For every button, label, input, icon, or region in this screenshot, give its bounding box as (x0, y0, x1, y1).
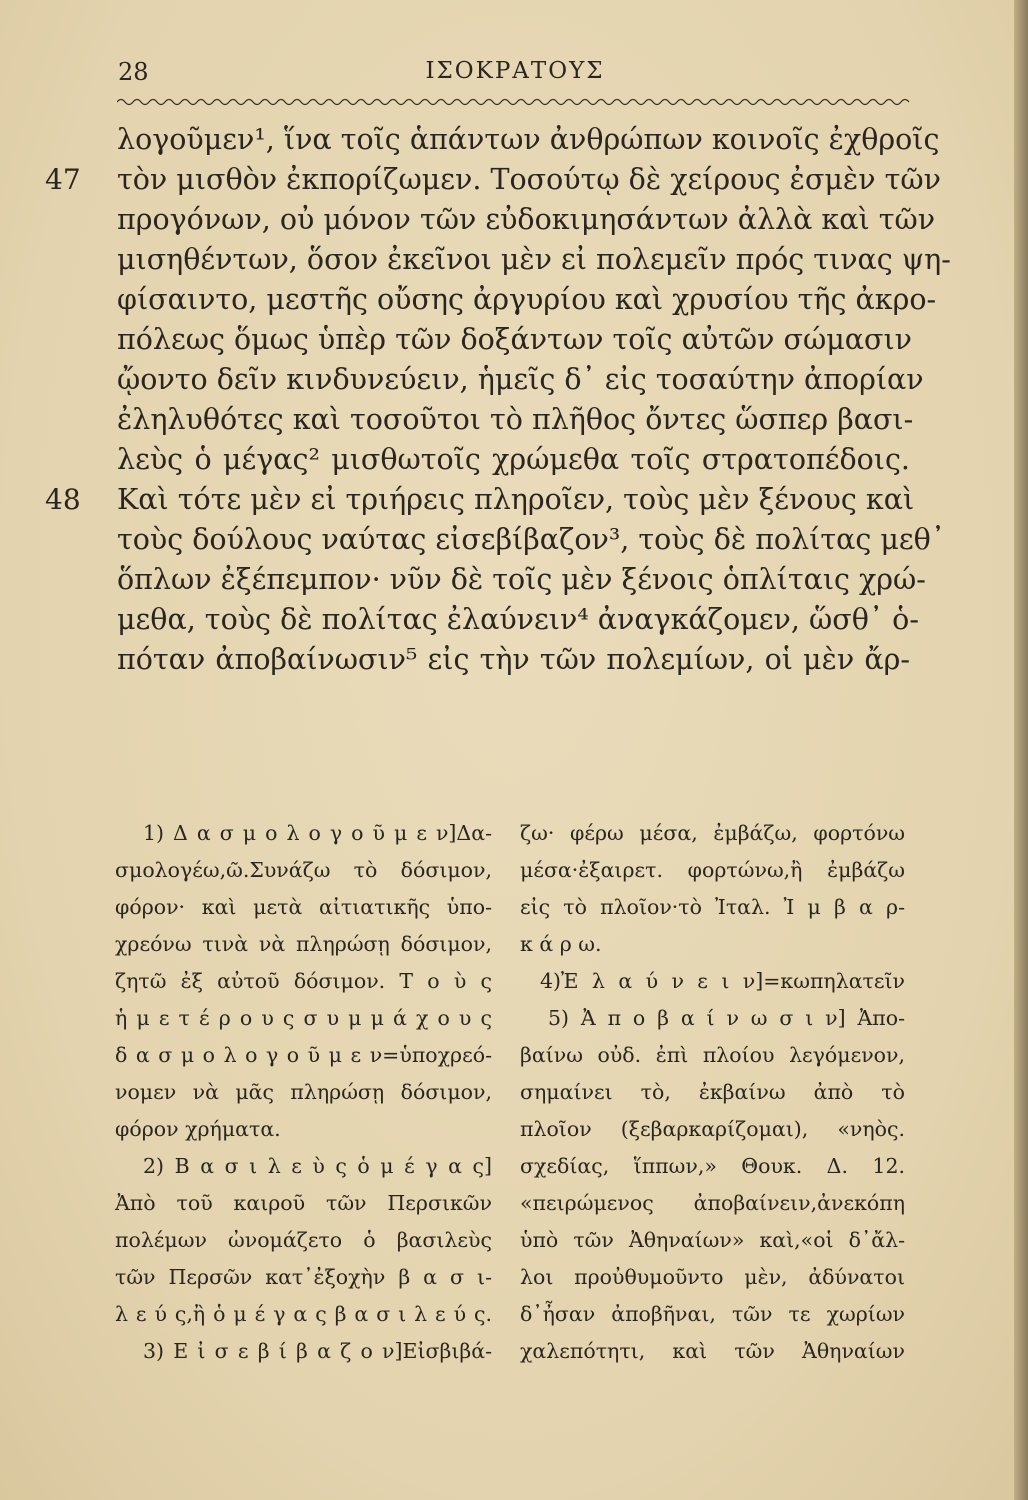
text-line: ᾤοντο δεῖν κινδυνεύειν, ἡμεῖς δ᾽ εἰς τοσαύτην ἀπορίαν (117, 363, 924, 396)
page-edge-shadow (1014, 0, 1028, 1500)
text-line: τοὺς δούλους ναύτας εἰσεβίβαζον³, τοὺς δὲ πολίτας μεθ᾽ (117, 523, 946, 556)
section-number: 47 (45, 163, 81, 196)
footnote-line: χρεόνω τινὰ νὰ πληρώσῃ δόσιμον, (115, 932, 492, 956)
footnote-line: Ἀπὸ τοῦ καιροῦ τῶν Περσικῶν (115, 1191, 492, 1215)
footnote-line: 1) Δ α σ μ ο λ ο γ ο ῦ μ ε ν]Δα- (143, 821, 492, 845)
footnote-line: 5) Ἀ π ο β α ί ν ω σ ι ν] Ἀπο- (548, 1006, 905, 1030)
page-header (115, 58, 915, 98)
footnote-line: εἰς τὸ πλοῖον·τὸ Ἰταλ. Ἰ μ β α ρ- (520, 895, 905, 919)
footnote-line: ἡ μ ε τ έ ρ ο υ ς σ υ μ μ ά χ ο υ ς (115, 1006, 492, 1030)
footnote-line: τῶν Περσῶν κατ᾽ἐξοχὴν β α σ ι- (115, 1265, 492, 1289)
footnote-line: ζητῶ ἐξ αὐτοῦ δόσιμον. Τ ο ὺ ς (115, 969, 492, 993)
footnote-line: πλοῖον (ξεβαρκαρίζομαι), «νηὸς. (520, 1117, 905, 1141)
footnote-line: χαλεπότητι, καὶ τῶν Ἀθηναίων (520, 1339, 905, 1363)
footnote-line: σημαίνει τὸ, ἐκβαίνω ἀπὸ τὸ (520, 1080, 905, 1104)
text-line: Καὶ τότε μὲν εἰ τριήρεις πληροῖεν, τοὺς μὲν ξένους καὶ (117, 483, 915, 516)
text-line: πόλεως ὅμως ὑπὲρ τῶν δοξάντων τοῖς αὐτῶν σώμασιν (117, 323, 912, 356)
footnote-line: 2) Β α σ ι λ ε ὺ ς ὁ μ έ γ α ς] (143, 1154, 492, 1178)
footnote-line: μέσα·ἐξαιρετ. φορτώνω,ἢ ἐμβάζω (520, 858, 905, 882)
footnote-line: φόρον· καὶ μετὰ αἰτιατικῆς ὑπο- (115, 895, 492, 919)
text-line: λογοῦμεν¹, ἵνα τοῖς ἁπάντων ἀνθρώπων κοινοῖς ἐχθροῖς (117, 123, 940, 156)
footnote-line: νομεν νὰ μᾶς πληρώσῃ δόσιμον, (115, 1080, 492, 1104)
footnote-line: βαίνω οὐδ. ἐπὶ πλοίου λεγόμενον, (520, 1043, 905, 1067)
footnote-line: ζω· φέρω μέσα, ἐμβάζω, φορτόνω (520, 821, 905, 845)
text-line: πόταν ἀποβαίνωσιν⁵ εἰς τὴν τῶν πολεμίων, οἱ μὲν ἄρ- (117, 643, 910, 676)
footnote-line: πολέμων ὠνομάζετο ὁ βασιλεὺς (115, 1228, 492, 1252)
footnote-line: δ α σ μ ο λ ο γ ο ῦ μ ε ν=ὑποχρεό- (115, 1043, 492, 1067)
footnote-line: λ ε ύ ς,ἢ ὁ μ έ γ α ς β α σ ι λ ε ύ ς. (115, 1302, 492, 1326)
text-line: μισηθέντων, ὅσον ἐκεῖνοι μὲν εἰ πολεμεῖν πρός τινας ψη- (117, 243, 951, 276)
footnote-line: λοι προὐθυμοῦντο μὲν, ἀδύνατοι (520, 1265, 905, 1289)
text-line: λεὺς ὁ μέγας² μισθωτοῖς χρώμεθα τοῖς στρατοπέδοις. (117, 443, 910, 476)
footnote-line: 4)Ἐ λ α ύ ν ε ι ν]=κωπηλατεῖν (540, 969, 905, 993)
running-head: ΙΣΟΚΡΑΤΟΥΣ (425, 58, 605, 84)
text-line: ὅπλων ἐξέπεμπον· νῦν δὲ τοῖς μὲν ξένοις ὁπλίταις χρώ- (117, 563, 926, 596)
footnote-line: 3) Ε ἰ σ ε β ί β α ζ ο ν]Εἰσβιβά- (143, 1339, 492, 1363)
section-number: 48 (45, 483, 81, 516)
decorative-wavy-rule (117, 97, 913, 107)
page-number: 28 (118, 58, 149, 86)
footnote-line: σχεδίας, ἵππων,» Θουκ. Δ. 12. (520, 1154, 905, 1178)
footnote-line: σμολογέω,ῶ.Συνάζω τὸ δόσιμον, (115, 858, 492, 882)
footnote-line: φόρον χρήματα. (115, 1117, 281, 1141)
footnote-line: «πειρώμενος ἀποβαίνειν,ἀνεκόπη (520, 1191, 905, 1215)
text-line: τὸν μισθὸν ἐκπορίζωμεν. Τοσούτῳ δὲ χείρους ἐσμὲν τῶν (117, 163, 941, 196)
footnote-line: κ ά ρ ω. (520, 932, 602, 956)
footnote-line: ὑπὸ τῶν Ἀθηναίων» καὶ,«οἱ δ᾽ἄλ- (520, 1228, 905, 1252)
text-line: προγόνων, οὐ μόνον τῶν εὐδοκιμησάντων ἀλλὰ καὶ τῶν (117, 203, 936, 236)
text-line: μεθα, τοὺς δὲ πολίτας ἐλαύνειν⁴ ἀναγκάζομεν, ὥσθ᾽ ὁ- (117, 603, 919, 636)
text-line: φίσαιντο, μεστῆς οὔσης ἀργυρίου καὶ χρυσίου τῆς ἀκρο- (117, 283, 937, 316)
footnote-line: δ᾽ἦσαν ἀποβῆναι, τῶν τε χωρίων (520, 1302, 905, 1326)
text-line: ἐληλυθότες καὶ τοσοῦτοι τὸ πλῆθος ὄντες ὥσπερ βασι- (117, 403, 914, 436)
